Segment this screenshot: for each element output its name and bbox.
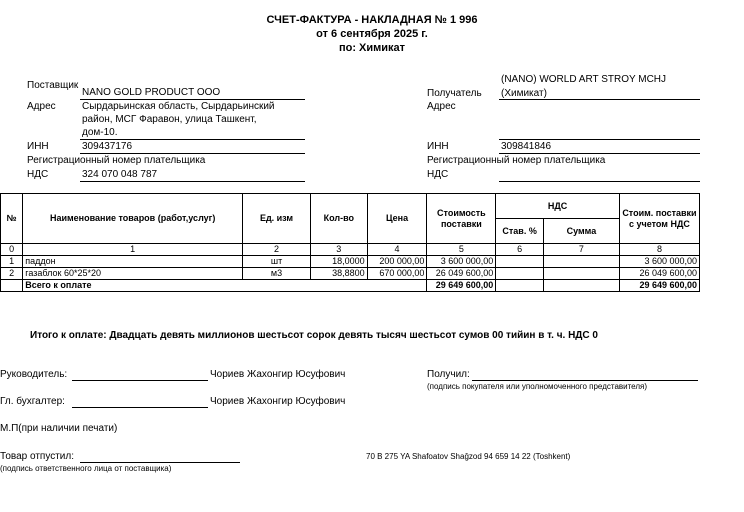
col-sum-header: Сумма xyxy=(543,219,619,244)
col-nds-header: НДС xyxy=(496,194,620,219)
col-total-header: Стоим. поставки с учетом НДС xyxy=(619,194,699,244)
total-nds-sum xyxy=(543,280,619,292)
total-row xyxy=(1,280,700,292)
total-spacer xyxy=(1,280,23,292)
recipient-name-line xyxy=(499,99,700,100)
summary-text: Итого к оплате: Двадцать девять миллионов шестьсот сорок девять тысяч шестьсот сумов 00 тийин в т. ч. НДС 0 xyxy=(30,330,598,341)
supplier-inn-line xyxy=(80,153,305,154)
recipient-address-label: Адрес xyxy=(427,101,456,112)
total-cost: 29 649 600,00 xyxy=(427,280,496,292)
index-cell: 5 xyxy=(427,244,496,256)
supplier-reg-label: Регистрационный номер плательщика xyxy=(27,155,206,166)
accountant-sign-line xyxy=(72,407,208,408)
col-unit-header: Ед. изм xyxy=(243,194,311,244)
director-label: Руководитель: xyxy=(0,369,68,380)
col-no-header: № xyxy=(1,194,23,244)
row-name: паддон xyxy=(23,256,243,268)
col-name-header: Наименование товаров (работ,услуг) xyxy=(23,194,243,244)
row-rate xyxy=(496,268,544,280)
total-label: Всего к оплате xyxy=(23,280,427,292)
row-unit: м3 xyxy=(243,268,311,280)
col-price-header: Цена xyxy=(367,194,427,244)
supplier-nds-label: НДС xyxy=(27,169,49,180)
row-total: 26 049 600,00 xyxy=(619,268,699,280)
row-no: 1 xyxy=(1,256,23,268)
index-cell: 8 xyxy=(619,244,699,256)
row-qty: 38,8800 xyxy=(310,268,367,280)
released-label: Товар отпустил: xyxy=(0,451,74,462)
index-cell: 6 xyxy=(496,244,544,256)
table-row xyxy=(1,268,700,280)
row-price: 200 000,00 xyxy=(367,256,427,268)
total-rate xyxy=(496,280,544,292)
row-qty: 18,0000 xyxy=(310,256,367,268)
recipient-label: Получатель xyxy=(427,88,482,99)
recipient-inn-line xyxy=(499,153,700,154)
released-note: (подпись ответственного лица от поставщика) xyxy=(0,464,172,473)
recipient-name-line1: (NANO) WORLD ART STROY MCHJ xyxy=(501,74,667,85)
director-sign-line xyxy=(72,380,208,381)
col-cost-header: Стоимость поставки xyxy=(427,194,496,244)
seal-text: М.П(при наличии печати) xyxy=(0,423,118,434)
accountant-label: Гл. бухгалтер: xyxy=(0,396,65,407)
invoice-title: СЧЕТ-ФАКТУРА - НАКЛАДНАЯ № 1 996 xyxy=(266,14,478,26)
supplier-label: Поставщик xyxy=(27,80,79,91)
received-note: (подпись покупателя или уполномоченного представителя) xyxy=(427,382,648,391)
row-total: 3 600 000,00 xyxy=(619,256,699,268)
row-rate xyxy=(496,256,544,268)
table-row xyxy=(1,256,700,268)
row-cost: 26 049 600,00 xyxy=(427,268,496,280)
received-sign-line xyxy=(472,380,698,381)
recipient-inn: 309841846 xyxy=(501,141,552,152)
supplier-name: NANO GOLD PRODUCT OOO xyxy=(82,87,221,98)
row-no: 2 xyxy=(1,268,23,280)
row-cost: 3 600 000,00 xyxy=(427,256,496,268)
recipient-inn-label: ИНН xyxy=(427,141,449,152)
supplier-nds: 324 070 048 787 xyxy=(82,169,158,180)
released-sign-line xyxy=(80,462,240,463)
index-cell: 2 xyxy=(243,244,311,256)
recipient-nds-line xyxy=(499,181,700,182)
index-cell: 7 xyxy=(543,244,619,256)
index-cell: 1 xyxy=(23,244,243,256)
recipient-address-line xyxy=(499,139,700,140)
recipient-reg-label: Регистрационный номер плательщика xyxy=(427,155,606,166)
supplier-inn: 309437176 xyxy=(82,141,133,152)
index-cell: 0 xyxy=(1,244,23,256)
director-name: Чориев Жахонгир Юсуфович xyxy=(210,369,346,380)
supplier-address-label: Адрес xyxy=(27,101,56,112)
col-qty-header: Кол-во xyxy=(310,194,367,244)
row-name: газаблок 60*25*20 xyxy=(23,268,243,280)
total-with-nds: 29 649 600,00 xyxy=(619,280,699,292)
row-unit: шт xyxy=(243,256,311,268)
supplier-address-line3: дом-10. xyxy=(82,127,118,138)
supplier-name-line xyxy=(80,99,305,100)
footer-info: 70 B 275 YA Shafoatov Shağzod 94 659 14 22 (Toshkent) xyxy=(366,452,571,461)
supplier-address-line xyxy=(80,139,305,140)
supplier-address-line1: Сырдарьинская область, Сырдарьинский xyxy=(82,101,275,112)
items-table xyxy=(0,193,700,292)
index-row xyxy=(1,244,700,256)
supplier-nds-line xyxy=(80,181,305,182)
invoice-date: от 6 сентября 2025 г. xyxy=(316,28,428,40)
row-sum xyxy=(543,256,619,268)
supplier-address-line2: район, МСГ Фаравон, улица Ташкент, xyxy=(82,114,257,125)
index-cell: 4 xyxy=(367,244,427,256)
supplier-inn-label: ИНН xyxy=(27,141,49,152)
col-rate-header: Став. % xyxy=(496,219,544,244)
index-cell: 3 xyxy=(310,244,367,256)
row-sum xyxy=(543,268,619,280)
received-label: Получил: xyxy=(427,369,470,380)
accountant-name: Чориев Жахонгир Юсуфович xyxy=(210,396,346,407)
row-price: 670 000,00 xyxy=(367,268,427,280)
recipient-nds-label: НДС xyxy=(427,169,449,180)
invoice-subject: по: Химикат xyxy=(338,42,406,54)
recipient-name-line2: (Химикат) xyxy=(501,88,547,99)
